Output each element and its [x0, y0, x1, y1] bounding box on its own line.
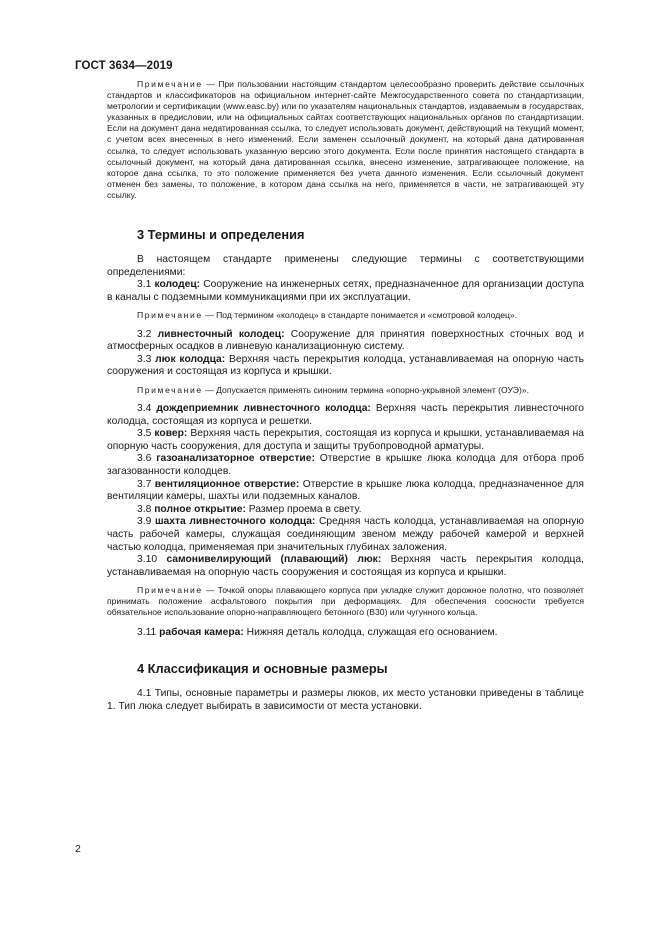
- term-name: полное открытие:: [154, 503, 246, 515]
- note-3-3: Примечание — Допускается применять синоним термина «опорно-укрывной элемент (ОУЭ)».: [137, 384, 530, 395]
- note-text: — При пользовании настоящим стандартом целесообразно проверить действие ссылочных стандартов и классификаторов на официальном интернет-сайте Межгосударственного совета по стандартизации, метрологии и сертификации (www.easc.by) или по указателям национальных стандартов, издаваемым в государствах, указанных в предисловии, или на официальных сайтах соответствующих национальных органов по стандартизации. Если на документ дана недатированная ссылка, то следует использовать документ, действующий на текущий момент, с учетом всех внесенных в него изменений. Если заменен ссылочный документ, на который дана датированная ссылка, то следует использовать указанную версию этого документа. Если после принятия настоящего стандарта в ссылочный документ, на который дана датированная ссылка, внесено изменение, затрагивающее положение, на которое дана ссылка, то это положение применяется без учета данного изменения. Если ссылочный документ отменен без замены, то положение, в котором дана ссылка на него, применяется в части, не затрагивающей эту ссылку.: [107, 79, 584, 200]
- section-3-intro: В настоящем стандарте применены следующие термины с соответствующими определениями:: [107, 254, 584, 278]
- section-4-heading: 4 Классификация и основные размеры: [137, 661, 388, 677]
- term-3-11: 3.11 рабочая камера: Нижняя деталь колодца, служащая его основанием.: [137, 626, 498, 638]
- term-name: дождеприемник ливнесточного колодца:: [156, 402, 371, 414]
- term-3-4: 3.4 дождеприемник ливнесточного колодца: Верхняя часть перекрытия ливнесточного колодца, состоящая из корпуса и решетки.: [107, 402, 584, 427]
- term-name: люк колодца:: [155, 353, 226, 365]
- term-name: самонивелирующий (плавающий) люк:: [166, 554, 382, 566]
- term-3-6: 3.6 газоанализаторное отверстие: Отверстие в крышке люка колодца для отбора проб загазованности колодцев.: [107, 453, 584, 477]
- page-content: [107, 79, 584, 713]
- term-3-3: 3.3 люк колодца: Верхняя часть перекрытия колодца, устанавливаемая на опорную часть сооружения и состоящая из корпуса и крышки.: [107, 353, 584, 378]
- term-name: вентиляционное отверстие:: [154, 478, 300, 490]
- term-3-9: 3.9 шахта ливнесточного колодца: Средняя часть колодца, устанавливаемая на опорную часть рабочей камеры, служащая соединяющим звеном между рабочей камерой и верхней частью колодца, применяемая при значительных глубинах заложения.: [107, 516, 584, 553]
- term-3-5: 3.5 ковер: Верхняя часть перекрытия, состоящая из корпуса и крышки, устанавливаемая на опорную часть сооружения, для доступа и защиты трубопроводной арматуры.: [107, 428, 584, 452]
- term-3-2: 3.2 ливнесточный колодец: Сооружение для принятия поверхностных сточных вод и атмосферных осадков в ливневую канализационную систему.: [107, 328, 584, 353]
- paragraph-4-1: 4.1 Типы, основные параметры и размеры люков, их место установки приведены в таблице 1. Тип люка следует выбирать в зависимости от места установки.: [107, 688, 584, 712]
- note-label: Примечание: [137, 79, 203, 89]
- intro-note: [107, 79, 584, 201]
- page-number: 2: [75, 843, 81, 855]
- note-3-1: Примечание — Под термином «колодец» в стандарте понимается и «смотровой колодец».: [137, 310, 518, 321]
- term-3-10: 3.10 самонивелирующий (плавающий) люк: Верхняя часть перекрытия колодца, устанавливаемая на опорную часть сооружения и состоящая из корпуса и крышки.: [107, 554, 584, 578]
- standard-header: ГОСТ 3634—2019: [75, 60, 173, 72]
- term-3-1: 3.1 колодец: Сооружение на инженерных сетях, предназначенное для организации доступа в каналы с подземными коммуникациями при их эксплуатации.: [107, 279, 584, 303]
- term-3-8: 3.8 полное открытие: Размер проема в свету.: [137, 503, 362, 515]
- term-name: газоанализаторное отверстие:: [156, 453, 315, 465]
- term-name: ковер:: [154, 428, 188, 440]
- term-name: ливнесточный колодец:: [157, 328, 285, 340]
- term-name: колодец:: [154, 279, 201, 291]
- term-3-7: 3.7 вентиляционное отверстие: Отверстие в крышке люка колодца, предназначенное для вентиляции камеры, шахты или подземных каналов.: [107, 478, 584, 503]
- note-3-10: Примечание — Точкой опоры плавающего корпуса при укладке служит дорожное полотно, что позволяет принимать положение асфальтового покрытия при деформациях. Для обеспечения соосности требуется обязательное использование опорно-направляющего бетонного (В30) или чугунного кольца.: [107, 585, 584, 618]
- term-name: шахта ливнесточного колодца:: [154, 516, 316, 528]
- term-name: рабочая камера:: [159, 626, 244, 638]
- section-3-heading: 3 Термины и определения: [137, 227, 305, 243]
